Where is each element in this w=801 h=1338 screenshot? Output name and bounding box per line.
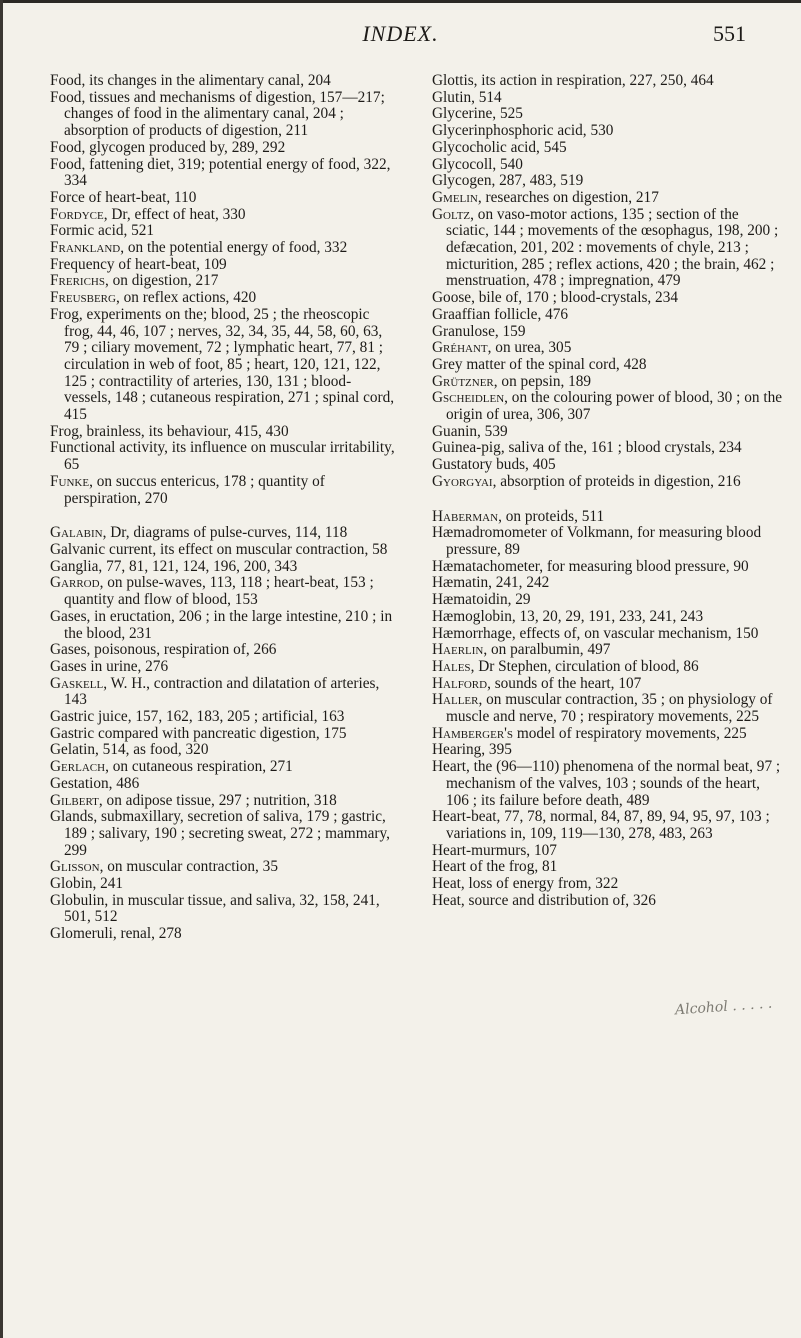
index-entry	[50, 90, 395, 140]
index-entry	[432, 509, 782, 526]
entry-text: Frequency of heart-beat, 109	[50, 255, 227, 273]
entry-text: , W. H., contraction and dilatation of arteries, 143	[64, 674, 380, 709]
index-entry	[432, 290, 782, 307]
entry-author: Garrod	[50, 574, 100, 592]
entry-text: , on the potential energy of food, 332	[120, 239, 348, 257]
entry-author: Fordyce	[50, 205, 104, 223]
page-number: 551	[713, 21, 746, 46]
index-entry	[50, 893, 395, 926]
index-entry	[50, 609, 395, 642]
entry-text: Heart, the (96—110) phenomena of the normal beat, 97 ; mechanism of the valves, 103 ; sounds of the heart, 106 ; its failure before death, 489	[432, 758, 781, 809]
index-entry	[432, 374, 782, 391]
entry-text: Food, its changes in the alimentary canal, 204	[50, 72, 331, 89]
index-entry	[432, 457, 782, 474]
index-entry	[432, 893, 782, 910]
entry-author: Haerlin	[432, 641, 484, 659]
index-entry	[432, 173, 782, 190]
entry-text: Galvanic current, its effect on muscular contraction, 58	[50, 540, 388, 558]
index-entry	[50, 742, 395, 759]
entry-text: Heart of the frog, 81	[432, 858, 558, 876]
entry-author: Gerlach	[50, 758, 106, 776]
entry-text: Heat, source and distribution of, 326	[432, 891, 656, 909]
entry-text: Hæmatin, 241, 242	[432, 574, 550, 592]
entry-text: Globin, 241	[50, 875, 124, 893]
index-entry	[50, 474, 395, 507]
index-column-right	[432, 73, 782, 909]
entry-text: , on paralbumin, 497	[483, 641, 611, 659]
index-entry	[432, 642, 782, 659]
entry-text: Glycogen, 287, 483, 519	[432, 172, 584, 190]
entry-text: , Dr, effect of heat, 330	[103, 205, 246, 223]
index-entry	[50, 157, 395, 190]
index-entry	[432, 859, 782, 876]
entry-text: model of respiratory movements, 225	[513, 724, 747, 742]
entry-text: Heat, loss of energy from, 322	[432, 875, 619, 893]
entry-author: Haller	[432, 691, 479, 709]
index-entry	[50, 709, 395, 726]
entry-text: , on adipose tissue, 297 ; nutrition, 318	[98, 791, 337, 809]
index-entry	[432, 140, 782, 157]
index-entry	[432, 190, 782, 207]
page-title: INDEX.	[362, 21, 439, 46]
index-entry	[50, 575, 395, 608]
index-entry	[432, 424, 782, 441]
entry-text: , on proteids, 511	[498, 507, 605, 525]
entry-text: , on pepsin, 189	[493, 372, 592, 390]
index-entry	[432, 692, 782, 725]
entry-text: Globulin, in muscular tissue, and saliva, 32, 158, 241, 501, 512	[50, 891, 380, 926]
entry-text: Glycocoll, 540	[432, 155, 523, 173]
entry-text: , on muscular contraction, 35	[99, 858, 278, 876]
section-gap	[432, 491, 782, 509]
entry-text: Glands, submaxillary, secretion of saliva, 179 ; gastric, 189 ; salivary, 190 ; secreting sweat, 272 ; mammary, 299	[50, 808, 390, 859]
entry-author: Goltz	[432, 205, 471, 223]
index-entry	[50, 759, 395, 776]
index-entry	[432, 73, 782, 90]
entry-text: Goose, bile of, 170 ; blood-crystals, 234	[432, 289, 678, 307]
index-entry	[50, 424, 395, 441]
entry-text: Gelatin, 514, as food, 320	[50, 741, 209, 759]
entry-text: , Dr, diagrams of pulse-curves, 114, 118	[102, 524, 348, 542]
index-entry	[432, 157, 782, 174]
entry-text: Guinea-pig, saliva of the, 161 ; blood crystals, 234	[432, 439, 742, 457]
entry-text: Frog, brainless, its behaviour, 415, 430	[50, 422, 289, 440]
entry-text: Gastric juice, 157, 162, 183, 205 ; artificial, 163	[50, 708, 345, 726]
index-entry	[432, 525, 782, 558]
index-entry	[50, 876, 395, 893]
entry-author: Grützner	[432, 372, 494, 390]
index-entry	[432, 659, 782, 676]
entry-author: Gmelin	[432, 188, 478, 206]
index-entry	[50, 559, 395, 576]
entry-text: Hæmoglobin, 13, 20, 29, 191, 233, 241, 243	[432, 607, 704, 625]
entry-text: Glottis, its action in respiration, 227, 250, 464	[432, 72, 714, 89]
index-entry	[432, 340, 782, 357]
index-entry	[50, 257, 395, 274]
index-entry	[432, 726, 782, 743]
index-entry	[432, 626, 782, 643]
index-entry	[50, 859, 395, 876]
entry-text: , researches on digestion, 217	[477, 188, 659, 206]
entry-text: Hæmorrhage, effects of, on vascular mechanism, 150	[432, 624, 759, 642]
entry-text: Glycocholic acid, 545	[432, 138, 567, 156]
entry-author: Gréhant	[432, 339, 488, 357]
section-gap	[50, 507, 395, 525]
page-edge	[0, 0, 3, 1338]
entry-text: Gases, in eructation, 206 ; in the large intestine, 210 ; in the blood, 231	[50, 607, 393, 642]
index-entry	[50, 676, 395, 709]
entry-text: Gases in urine, 276	[50, 657, 169, 675]
entry-text: Guanin, 539	[432, 422, 508, 440]
entry-text: Food, glycogen produced by, 289, 292	[50, 138, 286, 156]
index-entry	[432, 390, 782, 423]
entry-text: , on the colouring power of blood, 30 ; on the origin of urea, 306, 307	[446, 389, 783, 424]
entry-author: Galabin	[50, 524, 103, 542]
entry-text: Food, fattening diet, 319; potential energy of food, 322, 334	[50, 155, 391, 190]
index-entry	[50, 223, 395, 240]
index-entry	[50, 525, 395, 542]
index-entry	[432, 575, 782, 592]
entry-text: Food, tissues and mechanisms of digestion, 157—217; changes of food in the alimentary canal, 204 ; absorption of products of digestion, 211	[50, 88, 385, 140]
index-entry	[50, 190, 395, 207]
entry-text: Gustatory buds, 405	[432, 456, 556, 474]
index-entry	[50, 73, 395, 90]
entry-text: , on digestion, 217	[104, 272, 219, 290]
page-header	[0, 21, 801, 51]
index-column-left	[50, 73, 395, 943]
index-entry	[50, 776, 395, 793]
index-entry	[50, 307, 395, 424]
entry-author: Hamberger's	[432, 724, 514, 742]
index-entry	[432, 843, 782, 860]
entry-text: , absorption of proteids in digestion, 216	[492, 472, 741, 490]
entry-text: Graaffian follicle, 476	[432, 305, 569, 323]
entry-text: Gastric compared with pancreatic digestion, 175	[50, 724, 347, 742]
entry-author: Haberman	[432, 507, 499, 525]
index-entry	[432, 357, 782, 374]
entry-text: Glycerinphosphoric acid, 530	[432, 122, 614, 140]
entry-text: , on urea, 305	[487, 339, 572, 357]
entry-text: Ganglia, 77, 81, 121, 124, 196, 200, 343	[50, 557, 298, 575]
index-entry	[432, 123, 782, 140]
entry-text: , on cutaneous respiration, 271	[105, 758, 293, 776]
entry-author: Freusberg	[50, 289, 116, 307]
entry-text: Glycerine, 525	[432, 105, 523, 123]
index-entry	[50, 809, 395, 859]
index-entry	[432, 876, 782, 893]
entry-text: , sounds of the heart, 107	[487, 674, 642, 692]
index-entry	[432, 592, 782, 609]
index-entry	[50, 542, 395, 559]
entry-author: Frerichs	[50, 272, 105, 290]
index-entry	[432, 90, 782, 107]
entry-text: Hæmatachometer, for measuring blood pressure, 90	[432, 557, 749, 575]
entry-author: Gaskell	[50, 674, 104, 692]
index-entry	[432, 440, 782, 457]
entry-author: Halford	[432, 674, 488, 692]
index-entry	[432, 759, 782, 809]
index-entry	[432, 106, 782, 123]
index-entry	[50, 207, 395, 224]
entry-author: Frankland	[50, 239, 121, 257]
entry-text: , on succus entericus, 178 ; quantity of perspiration, 270	[64, 472, 325, 507]
entry-author: Gscheidlen	[432, 389, 505, 407]
index-entry	[50, 659, 395, 676]
index-entry	[432, 809, 782, 842]
index-entry	[50, 642, 395, 659]
index-entry	[50, 290, 395, 307]
index-entry	[432, 474, 782, 491]
index-entry	[50, 240, 395, 257]
entry-text: , on pulse-waves, 113, 118 ; heart-beat, 153 ; quantity and flow of blood, 153	[64, 574, 374, 609]
index-entry	[50, 726, 395, 743]
entry-author: Hales	[432, 657, 471, 675]
index-entry	[50, 140, 395, 157]
index-entry	[432, 324, 782, 341]
index-entry	[432, 559, 782, 576]
entry-text: Force of heart-beat, 110	[50, 188, 197, 206]
entry-text: Hearing, 395	[432, 741, 512, 759]
index-entry	[432, 307, 782, 324]
entry-text: Gases, poisonous, respiration of, 266	[50, 641, 277, 659]
entry-text: Formic acid, 521	[50, 222, 155, 240]
entry-text: , on muscular contraction, 35 ; on physiology of muscle and nerve, 70 ; respiratory movements, 225	[446, 691, 773, 726]
entry-author: Glisson	[50, 858, 100, 876]
entry-text: Grey matter of the spinal cord, 428	[432, 355, 647, 373]
index-entry	[432, 742, 782, 759]
entry-text: , on vaso-motor actions, 135 ; section of the sciatic, 144 ; movements of the œsophagus, 198, 200 ; defæcation, 201, 202 : movements of chyle, 213 ; micturition, 285 ; reflex actions, 420 ; the brain, 462 ; menstruation, 478 ; impregnation, 479	[446, 205, 779, 290]
entry-text: Heart-murmurs, 107	[432, 841, 557, 859]
entry-text: Glomeruli, renal, 278	[50, 925, 182, 943]
entry-text: , Dr Stephen, circulation of blood, 86	[470, 657, 699, 675]
entry-text: Functional activity, its influence on muscular irritability, 65	[50, 439, 395, 474]
entry-text: Hæmadromometer of Volkmann, for measuring blood pressure, 89	[432, 524, 762, 558]
entry-text: Granulose, 159	[432, 322, 526, 340]
entry-text: , on reflex actions, 420	[115, 289, 257, 307]
entry-text: Frog, experiments on the; blood, 25 ; the rheoscopic frog, 44, 46, 107 ; nerves, 32, 34, 35, 44, 58, 60, 63, 79 ; ciliary movement, 72 ; lymphatic heart, 77, 81 ; circulation in web of foot, 85 ; heart, 120, 121, 122, 125 ; contractility of arteries, 130, 131 ; blood-vessels, 148 ; cutaneous respiration, 271 ; spinal cord, 415	[50, 305, 395, 424]
index-entry	[50, 440, 395, 473]
index-entry	[50, 793, 395, 810]
index-entry	[432, 207, 782, 291]
handwritten-annotation: Alcohol . . . . .	[674, 995, 773, 1019]
index-entry	[50, 926, 395, 943]
index-entry	[50, 273, 395, 290]
entry-author: Gyorgyai	[432, 472, 493, 490]
index-entry	[432, 609, 782, 626]
index-entry	[432, 676, 782, 693]
entry-author: Gilbert	[50, 791, 99, 809]
entry-text: Hæmatoidin, 29	[432, 591, 531, 609]
entry-text: Glutin, 514	[432, 88, 502, 106]
entry-text: Heart-beat, 77, 78, normal, 84, 87, 89, 94, 95, 97, 103 ; variations in, 109, 119—130, 278, 483, 263	[432, 808, 770, 842]
entry-text: Gestation, 486	[50, 774, 140, 792]
top-rule	[0, 0, 801, 3]
entry-author: Funke	[50, 472, 90, 490]
